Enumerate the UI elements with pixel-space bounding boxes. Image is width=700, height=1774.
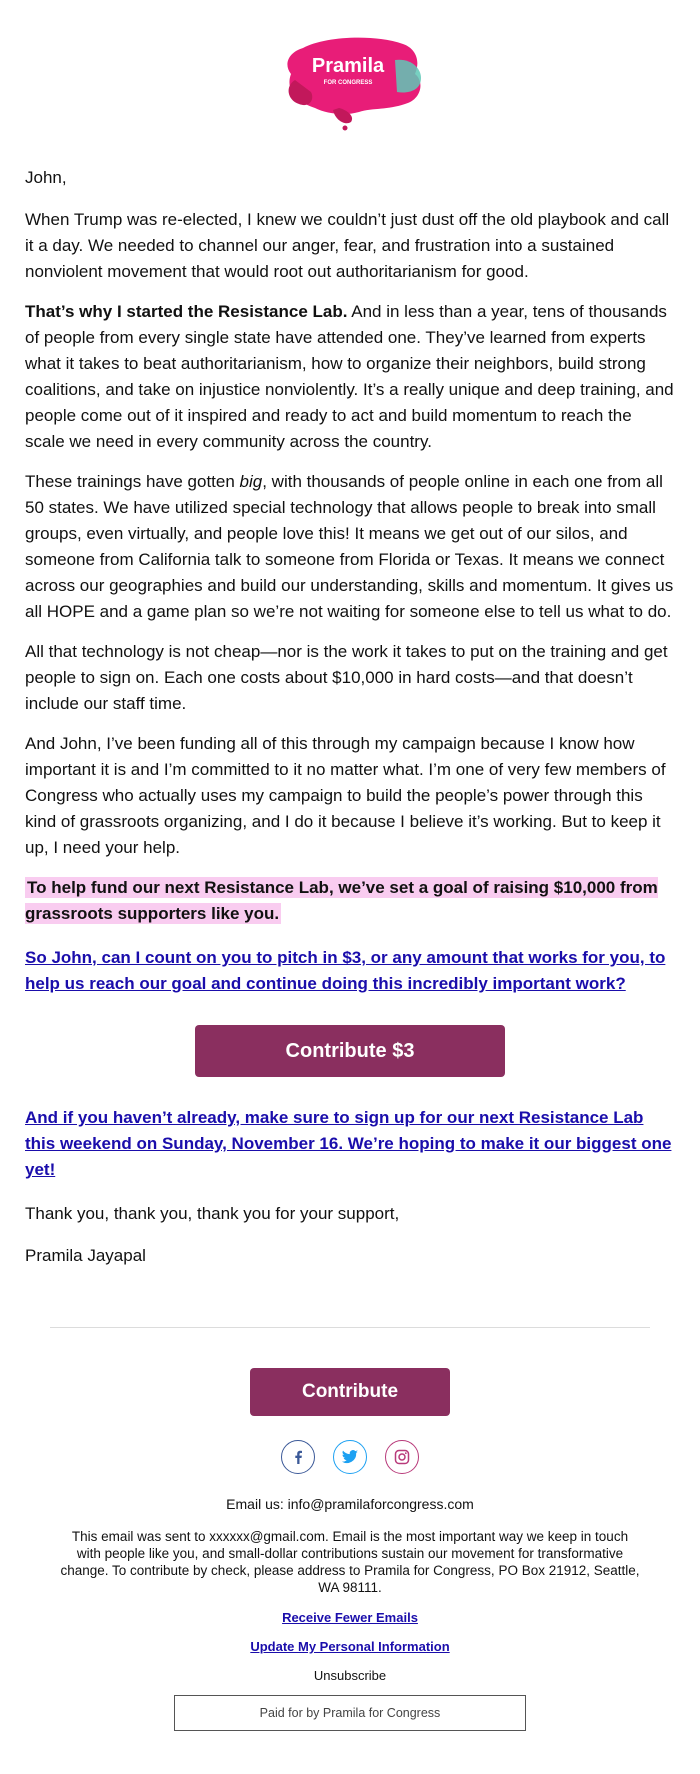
greeting: John,: [25, 168, 67, 187]
footer: [0, 1368, 700, 1731]
signup-link[interactable]: And if you haven’t already, make sure to sign up for our next Resistance Lab this weekend on Sunday, November 16. We’re hoping to make it our biggest one yet!: [25, 1108, 672, 1179]
logo-wordmark: Pramila: [311, 55, 385, 77]
paragraph-5: And John, I’ve been funding all of this through my campaign because I know how important it is and I’m committed to it no matter what. I’m one of very few members of Congress who actually uses my campaign to build the people’s power through this kind of grassroots organizing, and I do it because I believe it’s working. But to keep it up, I need your help.: [25, 734, 666, 857]
signature: Pramila Jayapal: [25, 1246, 146, 1265]
logo-subtitle: FOR CONGRESS: [323, 80, 373, 86]
paid-for-box: Paid for by Pramila for Congress: [174, 1695, 526, 1731]
message-body: [0, 165, 700, 1269]
paragraph-4: All that technology is not cheap—nor is the work it takes to put on the training and get people to sign on. Each one costs about $10,000 in hard costs—and that doesn’t include our staff time.: [25, 642, 668, 713]
contribute-3-button[interactable]: Contribute $3: [195, 1025, 505, 1077]
email-us-line: Email us: info@pramilaforcongress.com: [226, 1496, 474, 1512]
goal-highlight: [25, 875, 675, 927]
update-personal-info-link[interactable]: Update My Personal Information: [250, 1639, 450, 1654]
ask-link[interactable]: So John, can I count on you to pitch in $3, or any amount that works for you, to help us reach our goal and continue doing this incredibly important work?: [25, 948, 666, 993]
facebook-icon[interactable]: [281, 1440, 315, 1474]
paragraph-2-lead: That’s why I started the Resistance Lab.: [25, 302, 348, 321]
paragraph-3: [25, 469, 675, 625]
ask-paragraph: [25, 945, 675, 997]
paragraph-3-start: These trainings have gotten: [25, 472, 240, 491]
paragraph-2-text: And in less than a year, tens of thousands of people from every single state have attended one. They’ve learned from experts what it takes to beat authoritarianism, how to organize their neighbors, build strong coalitions, and take on injustice nonviolently. It’s a really unique and deep training, and people come out of it inspired and ready to act and build momentum to reach the scale we need in every community across the country.: [25, 302, 674, 451]
receive-fewer-emails-link[interactable]: Receive Fewer Emails: [282, 1610, 418, 1625]
paragraph-3-text: , with thousands of people online in each one from all 50 states. We have utilized special technology that allows people to break into small groups, even virtually, and people love this! It means we get out of our silos, and someone from California talk to someone from Florida or Texas. It means we connect across our geographies and build our understanding, skills and momentum. It gives us all HOPE and a game plan so we’re not waiting for someone else to tell us what to do.: [25, 472, 674, 621]
goal-highlight-text: To help fund our next Resistance Lab, we’ve set a goal of raising $10,000 from grassroots supporters like you.: [25, 878, 658, 923]
footer-divider: [50, 1327, 650, 1328]
email-container: [0, 30, 700, 1731]
paragraph-1: When Trump was re-elected, I knew we couldn’t just dust off the old playbook and call it a day. We needed to channel our anger, fear, and frustration into a sustained nonviolent movement that would root out authoritarianism for good.: [25, 210, 670, 281]
twitter-icon[interactable]: [333, 1440, 367, 1474]
thanks-line: Thank you, thank you, thank you for your support,: [25, 1204, 400, 1223]
paragraph-3-emphasis: big: [239, 472, 263, 491]
contribute-button[interactable]: Contribute: [250, 1368, 450, 1416]
disclaimer: This email was sent to xxxxxx@gmail.com. Email is the most important way we keep in touch with people like you, and small-dollar contributions sustain our movement for transformative change. To contribute by check, please address to Pramila for Congress, PO Box 21912, Seattle, WA 98111.: [60, 1529, 640, 1595]
pramila-logo: [275, 30, 425, 135]
social-links: [0, 1440, 700, 1474]
paragraph-2: [25, 299, 675, 455]
unsubscribe-link[interactable]: Unsubscribe: [313, 1668, 387, 1683]
instagram-icon[interactable]: [385, 1440, 419, 1474]
signup-paragraph: [25, 1105, 675, 1183]
